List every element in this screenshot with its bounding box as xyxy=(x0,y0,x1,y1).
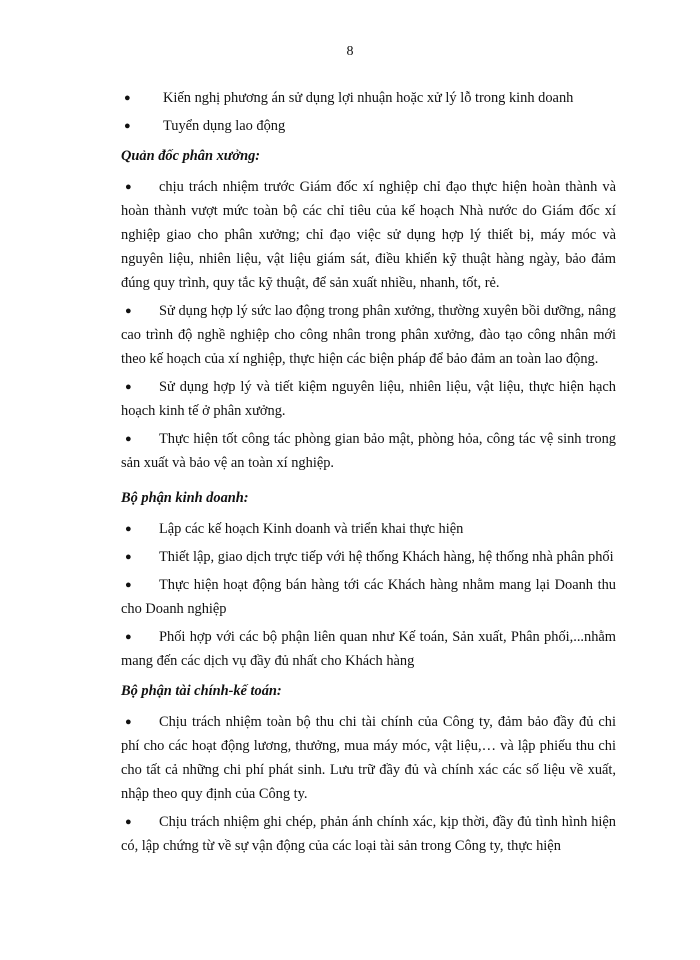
section-heading: Bộ phận tài chính-kế toán: xyxy=(121,683,282,699)
bullet-paragraph xyxy=(121,517,616,541)
section-heading: Quản đốc phân xưởng: xyxy=(121,148,261,164)
bullet-icon: ● xyxy=(124,120,131,132)
bullet-icon: ● xyxy=(125,523,132,535)
paragraph-text: Thiết lập, giao dịch trực tiếp với hệ thống Khách hàng, hệ thống nhà phân phối xyxy=(159,549,614,565)
paragraph-text: Phối hợp với các bộ phận liên quan như Kế toán, Sản xuất, Phân phối,...nhằm mang đến các dịch vụ đầy đủ nhất cho Khách hàng xyxy=(121,629,616,669)
bullet-paragraph xyxy=(121,427,616,475)
paragraph-text: Lập các kế hoạch Kinh doanh và triển khai thực hiện xyxy=(159,521,464,537)
list-item xyxy=(121,86,616,110)
document-body xyxy=(121,86,616,860)
paragraph-text: Chịu trách nhiệm ghi chép, phản ánh chính xác, kịp thời, đầy đủ tình hình hiện có, lập chứng từ về sự vận động của các loại tài sản trong Công ty, thực hiện xyxy=(121,814,616,854)
paragraph-text: Thực hiện hoạt động bán hàng tới các Khách hàng nhằm mang lại Doanh thu cho Doanh nghiệp xyxy=(121,577,616,617)
bullet-paragraph xyxy=(121,375,616,423)
bullet-icon: ● xyxy=(125,631,132,643)
bullet-icon: ● xyxy=(125,433,132,445)
bullet-icon: ● xyxy=(125,716,132,728)
bullet-icon: ● xyxy=(125,381,132,393)
paragraph-text: Chịu trách nhiệm toàn bộ thu chi tài chính của Công ty, đảm bảo đầy đủ chi phí cho các hoạt động lương, thưởng, mua máy móc, vật liệu,… và lập phiếu thu chi cho tất cả những chi phí phát sinh. Lưu trữ đầy đủ và chính xác các số liệu về xuất, nhập theo quy định của Công ty. xyxy=(121,714,616,802)
bullet-paragraph xyxy=(121,710,616,806)
bullet-icon: ● xyxy=(124,92,131,104)
bullet-paragraph xyxy=(121,545,616,569)
list-item-text: Tuyển dụng lao động xyxy=(163,118,286,134)
paragraph-text: Sử dụng hợp lý sức lao động trong phân xưởng, thường xuyên bồi dưỡng, nâng cao trình độ nghề nghiệp cho công nhân trong phân xưởng, đào tạo công nhân mới theo kế hoạch của xí nghiệp, thực hiện các biện pháp để bảo đảm an toàn lao động. xyxy=(121,303,616,367)
bullet-icon: ● xyxy=(125,816,132,828)
paragraph-text: Thực hiện tốt công tác phòng gian bảo mật, phòng hỏa, công tác vệ sinh trong sản xuất và bảo vệ an toàn xí nghiệp. xyxy=(121,431,616,471)
bullet-paragraph xyxy=(121,573,616,621)
list-item xyxy=(121,114,616,138)
bullet-icon: ● xyxy=(125,551,132,563)
bullet-paragraph xyxy=(121,625,616,673)
bullet-icon: ● xyxy=(125,579,132,591)
bullet-paragraph xyxy=(121,175,616,295)
list-item-text: Kiến nghị phương án sử dụng lợi nhuận hoặc xử lý lỗ trong kinh doanh xyxy=(163,90,574,106)
paragraph-text: chịu trách nhiệm trước Giám đốc xí nghiệp chỉ đạo thực hiện hoàn thành và hoàn thành vượt mức toàn bộ các chỉ tiêu của kế hoạch Nhà nước do Giám đốc xí nghiệp giao cho phân xưởng; chỉ đạo việc sử dụng hợp lý thiết bị, máy móc và nguyên liệu, nhiên liệu, vật liệu giám sát, điều khiển kỹ thuật hàng ngày, bảo đảm đúng quy trình, quy tắc kỹ thuật, để sản xuất nhiều, nhanh, tốt, rẻ. xyxy=(121,179,616,291)
paragraph-text: Sử dụng hợp lý và tiết kiệm nguyên liệu, nhiên liệu, vật liệu, thực hiện hạch hoạch kinh tế ở phân xưởng. xyxy=(121,379,616,419)
bullet-paragraph xyxy=(121,810,616,858)
page-number: 8 xyxy=(346,44,354,59)
section-heading: Bộ phận kinh doanh: xyxy=(121,490,249,506)
bullet-icon: ● xyxy=(125,305,132,317)
bullet-paragraph xyxy=(121,299,616,371)
bullet-icon: ● xyxy=(125,181,132,193)
